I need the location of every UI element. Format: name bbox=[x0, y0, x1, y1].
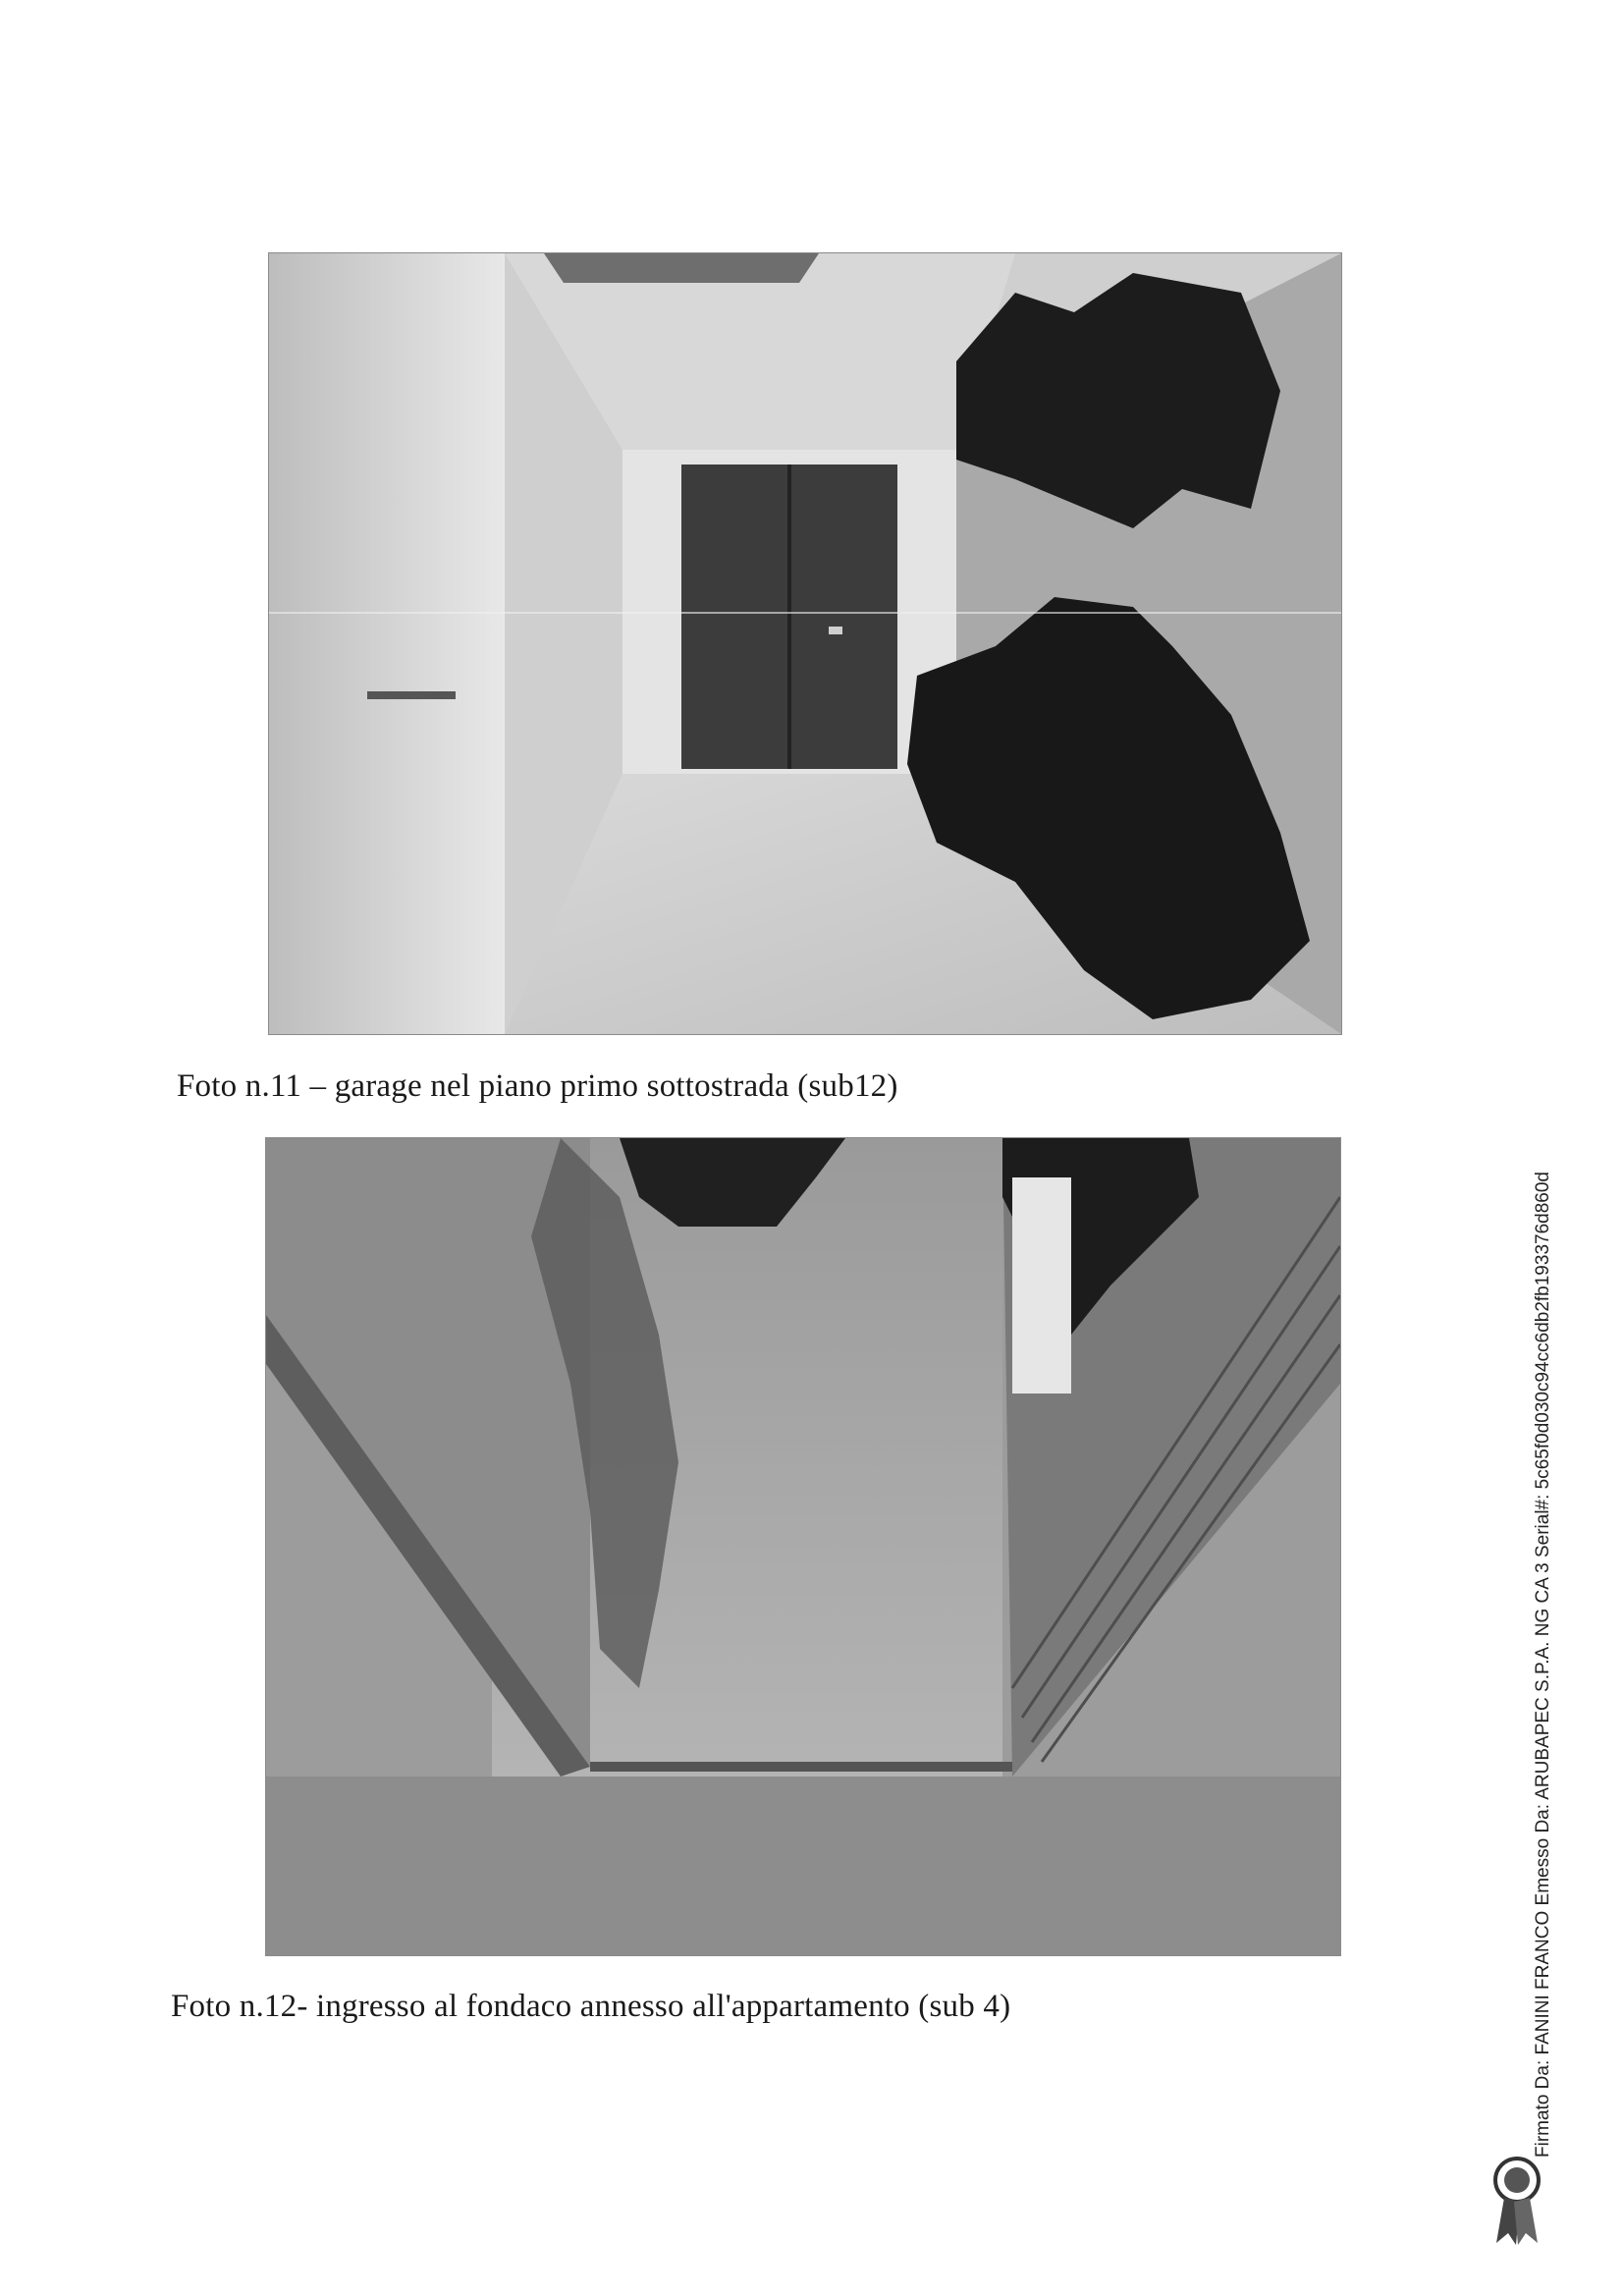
digital-signature bbox=[1533, 1159, 1562, 2158]
photo-fondaco bbox=[265, 1137, 1341, 1956]
photo-caption: Foto n.11 – garage nel piano primo sottostrada (sub12) bbox=[177, 1068, 898, 1104]
photo-caption: Foto n.12- ingresso al fondaco annesso all'appartamento (sub 4) bbox=[171, 1989, 1011, 2024]
photo-garage-image bbox=[269, 253, 1341, 1034]
ribbon-seal-icon bbox=[1483, 2149, 1551, 2247]
photo-garage bbox=[268, 252, 1342, 1035]
photo-fondaco-image bbox=[266, 1138, 1340, 1955]
digital-signature-text: Firmato Da: FANINI FRANCO Emesso Da: ARUBAPEC S.P.A. NG CA 3 Serial#: 5c65f0d030c94cc6db2fb193376d860d bbox=[1533, 1172, 1553, 2158]
